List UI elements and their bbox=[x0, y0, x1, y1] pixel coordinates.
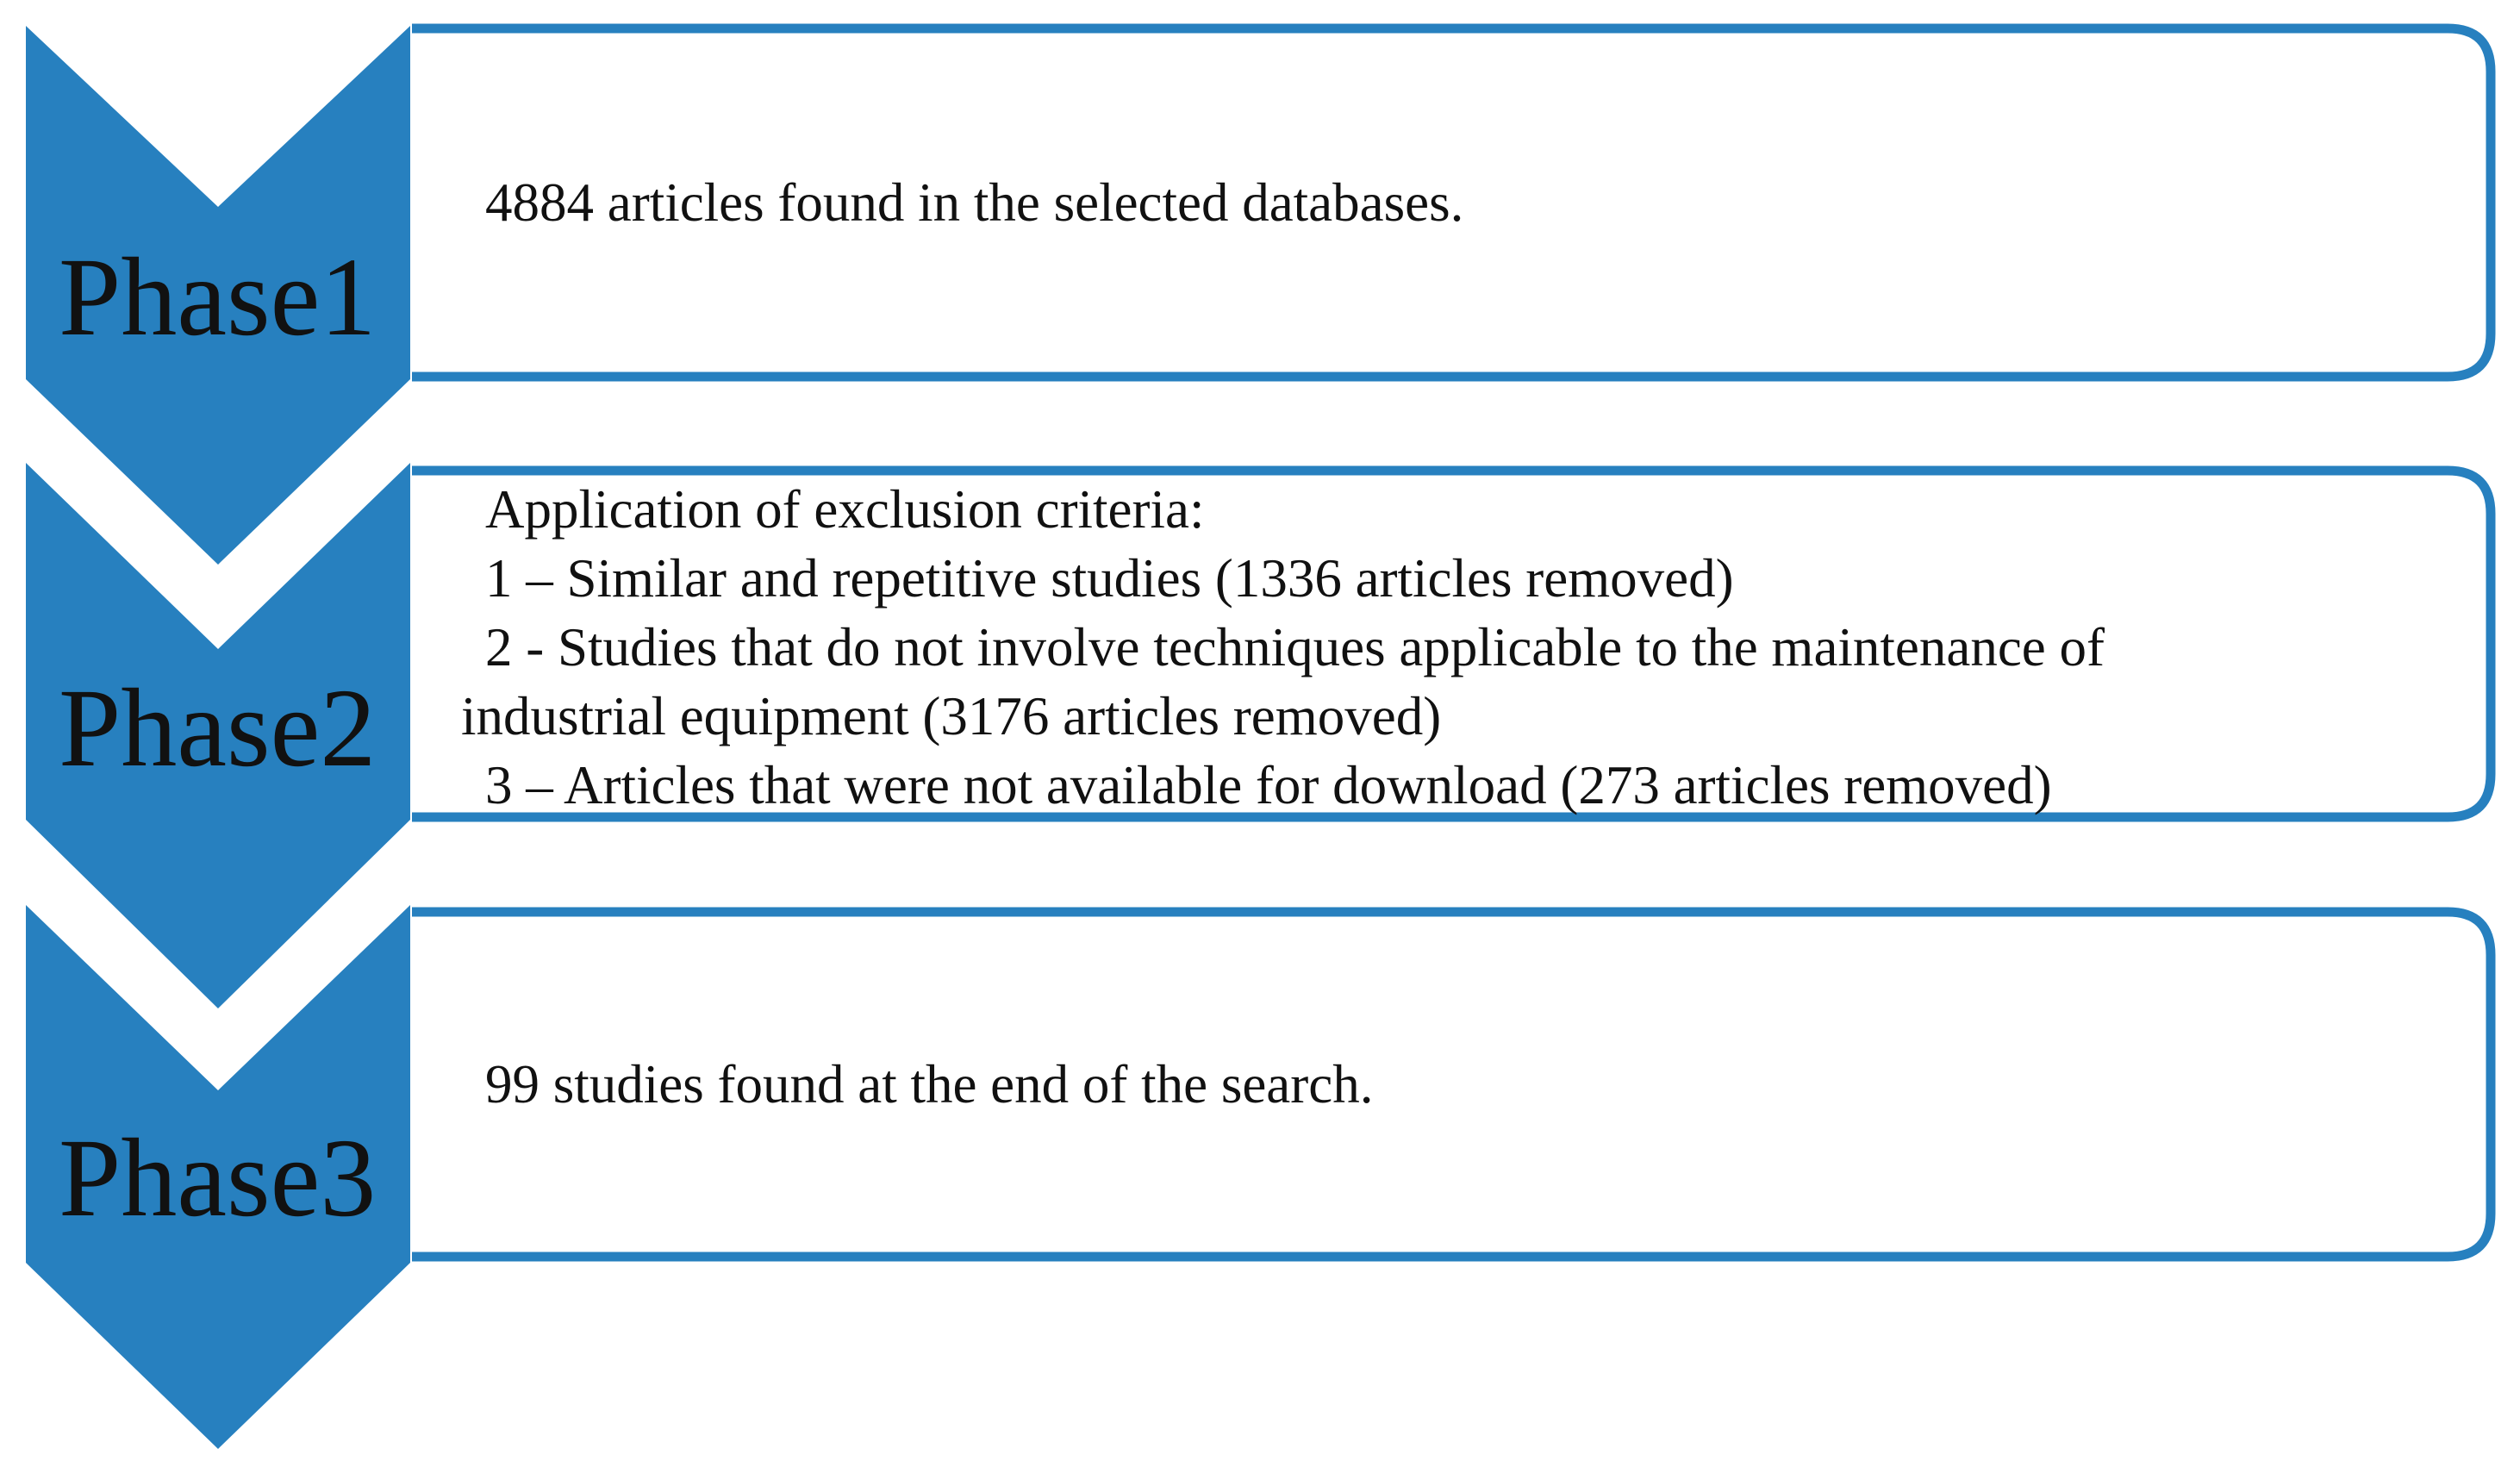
phase-3-line: 99 studies found at the end of the search. bbox=[485, 1054, 1374, 1114]
phase-2-line-3: 2 - Studies that do not involve techniques applicable to the maintenance of bbox=[485, 617, 2105, 677]
phase-2-line-5: 3 – Articles that were not available for download (273 articles removed) bbox=[485, 755, 2052, 815]
phase-2-line-1: Application of exclusion criteria: bbox=[485, 479, 1205, 540]
phase-1-label: Phase1 bbox=[59, 235, 377, 359]
phase-2-line-2: 1 – Similar and repetitive studies (1336 articles removed) bbox=[485, 548, 1734, 609]
phase-1-text bbox=[485, 172, 1463, 233]
phase-2-line-4: industrial equipment (3176 articles removed) bbox=[461, 686, 1442, 746]
phase-1-line: 4884 articles found in the selected databases. bbox=[485, 172, 1464, 233]
phase-3-label: Phase3 bbox=[59, 1116, 377, 1240]
phase-3-text bbox=[485, 1054, 1373, 1114]
phase-2-label: Phase2 bbox=[59, 666, 377, 790]
phase-3-group bbox=[26, 905, 2491, 1449]
